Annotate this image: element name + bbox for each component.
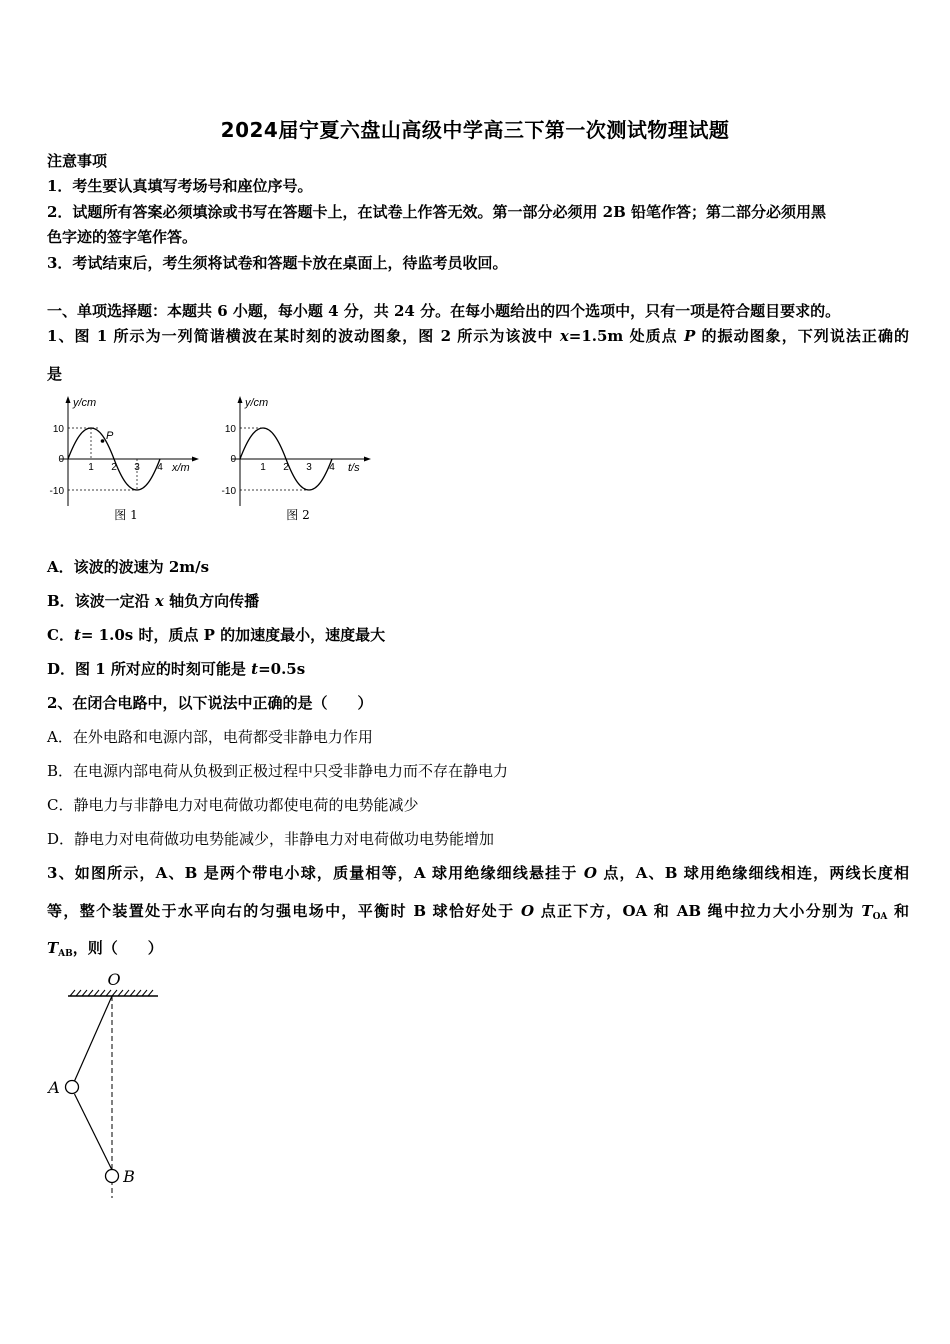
q1-option-c-part-a: C． (47, 626, 74, 644)
q3-tension-ab-subscript: AB (58, 949, 73, 959)
fig2-xtick-2: 2 (283, 462, 289, 473)
q1-option-a: A．该波的波速为 2m/s (47, 558, 210, 576)
fig2-y-arrow (238, 396, 243, 403)
q3-string-oa (75, 996, 113, 1081)
fig2-ytick-neg10: -10 (221, 486, 236, 497)
q3-line-2-var-o: O (521, 902, 535, 920)
q3-line-2-part-b: 点正下方，OA 和 AB 绳中拉力大小分别为 (534, 902, 862, 920)
q3-line-1-part-a: 3、如图所示，A、B 是两个带电小球，质量相等，A 球用绝缘细线悬挂于 (47, 864, 584, 882)
q2-option-b: B．在电源内部电荷从负极到正极过程中只受非静电力而不存在静电力 (47, 762, 509, 780)
q1-option-b (47, 591, 909, 611)
q1-option-d-part-a: D．图 1 所对应的时刻可能是 (47, 660, 252, 678)
section-1-header: 一、单项选择题：本题共 6 小题，每小题 4 分，共 24 分。在每小题给出的四个选项中，只有一项是符合题目要求的。 (47, 302, 841, 320)
q1-option-c (47, 625, 909, 645)
fig1-xtick-2: 2 (111, 462, 117, 473)
q3-line-1-var-o: O (583, 864, 597, 882)
q3-ceiling-hatch (70, 990, 153, 996)
q3-stem-line-3 (47, 938, 909, 964)
fig2-xtick-4: 4 (329, 462, 335, 473)
fig1-point-p-label: P (106, 430, 114, 442)
fig1-x-label: x/m (172, 462, 190, 474)
notice-item-2-line-2: 色字迹的签字笔作答。 (47, 228, 198, 246)
fig2-xtick-3: 3 (306, 462, 312, 473)
fig1-x-arrow (192, 457, 199, 462)
q3-tension-oa-symbol: T (861, 902, 873, 920)
q3-label-b: B (123, 1167, 135, 1186)
q1-stem-part-a: 1、图 1 所示为一列简谐横波在某时刻的波动图象，图 2 所示为该波中 (47, 327, 560, 345)
q1-option-c-var-t: t (73, 626, 81, 644)
q3-line-3-rest: ，则（ ） (72, 939, 163, 957)
q3-tension-ab-symbol: T (47, 939, 59, 957)
notice-item-2-line-1: 2．试题所有答案必须填涂或书写在答题卡上，在试卷上作答无效。第一部分必须用 2B 铅笔作答；第二部分必须用黑 (47, 203, 827, 221)
q3-line-2-part-a: 等，整个装置处于水平向右的匀强电场中，平衡时 B 球恰好处于 (47, 902, 522, 920)
q2-stem: 2、在闭合电路中，以下说法中正确的是（ ） (47, 694, 373, 712)
q1-var-x: x (559, 327, 569, 345)
q1-stem-line-1 (47, 326, 909, 346)
fig1-ytick-10: 10 (52, 424, 64, 435)
q2-option-c: C．静电力与非静电力对电荷做功都使电荷的电势能减少 (47, 796, 419, 814)
fig2-ytick-10: 10 (224, 424, 236, 435)
q3-line-1-part-b: 点，A、B 球用绝缘细线相连，两线长度相 (596, 864, 910, 882)
fig2-x-label: t/s (348, 462, 360, 474)
notice-item-3: 3．考试结束后，考生须将试卷和答题卡放在桌面上，待监考员收回。 (47, 254, 508, 272)
fig2-y-label: y/cm (245, 397, 269, 409)
fig1-y-arrow (66, 396, 71, 403)
fig1-xtick-3: 3 (134, 462, 140, 473)
q1-option-b-part-a: B．该波一定沿 (47, 592, 155, 610)
fig2-caption: 图 2 (286, 508, 310, 522)
fig1-ytick-0: 0 (58, 454, 64, 465)
q1-stem-part-b: =1.5m 处质点 (568, 327, 684, 345)
q1-option-c-part-b: = 1.0s 时，质点 P 的加速度最小，速度最大 (80, 626, 386, 644)
q2-option-a: A．在外电路和电源内部，电荷都受非静电力作用 (47, 728, 373, 746)
q1-option-b-var-x: x (154, 592, 164, 610)
q1-option-d (47, 659, 909, 679)
q3-string-ab (75, 1094, 113, 1170)
q1-option-b-part-b: 轴负方向传播 (163, 592, 260, 610)
q3-figure-hanging-balls (40, 966, 170, 1206)
q3-label-o: O (107, 970, 121, 989)
fig1-xtick-4: 4 (157, 462, 163, 473)
notice-item-1: 1．考生要认真填写考场号和座位序号。 (47, 177, 313, 195)
q3-line-2-part-c: 和 (887, 902, 909, 920)
q1-figure-2-vibration-graph (212, 394, 377, 526)
q2-option-d: D．静电力对电荷做功电势能减少，非静电力对电荷做功电势能增加 (47, 830, 495, 848)
q3-tension-oa-subscript: OA (872, 912, 888, 922)
fig1-y-label: y/cm (73, 397, 97, 409)
q1-figure-1-wave-graph (40, 394, 205, 526)
page-title: 2024届宁夏六盘山高级中学高三下第一次测试物理试题 (220, 118, 730, 142)
fig2-ytick-0: 0 (230, 454, 236, 465)
q1-stem-part-c: 的振动图象，下列说法正确的 (695, 327, 909, 345)
q3-stem-line-2 (47, 901, 909, 927)
fig1-caption: 图 1 (114, 508, 138, 522)
fig1-ytick-neg10: -10 (49, 486, 64, 497)
fig2-x-arrow (364, 457, 371, 462)
q1-var-p: P (683, 327, 696, 345)
q3-ball-b (106, 1170, 119, 1183)
notice-heading: 注意事项 (47, 152, 108, 170)
q3-stem-line-1 (47, 863, 909, 883)
q3-label-a: A (48, 1078, 60, 1097)
fig1-point-p (101, 439, 105, 443)
q1-option-d-var-t: t (251, 660, 259, 678)
q3-ball-a (66, 1081, 79, 1094)
q1-stem-line-2: 是 (47, 365, 63, 383)
fig2-xtick-1: 1 (260, 462, 266, 473)
fig1-xtick-1: 1 (88, 462, 94, 473)
q1-option-d-part-b: =0.5s (258, 660, 306, 678)
